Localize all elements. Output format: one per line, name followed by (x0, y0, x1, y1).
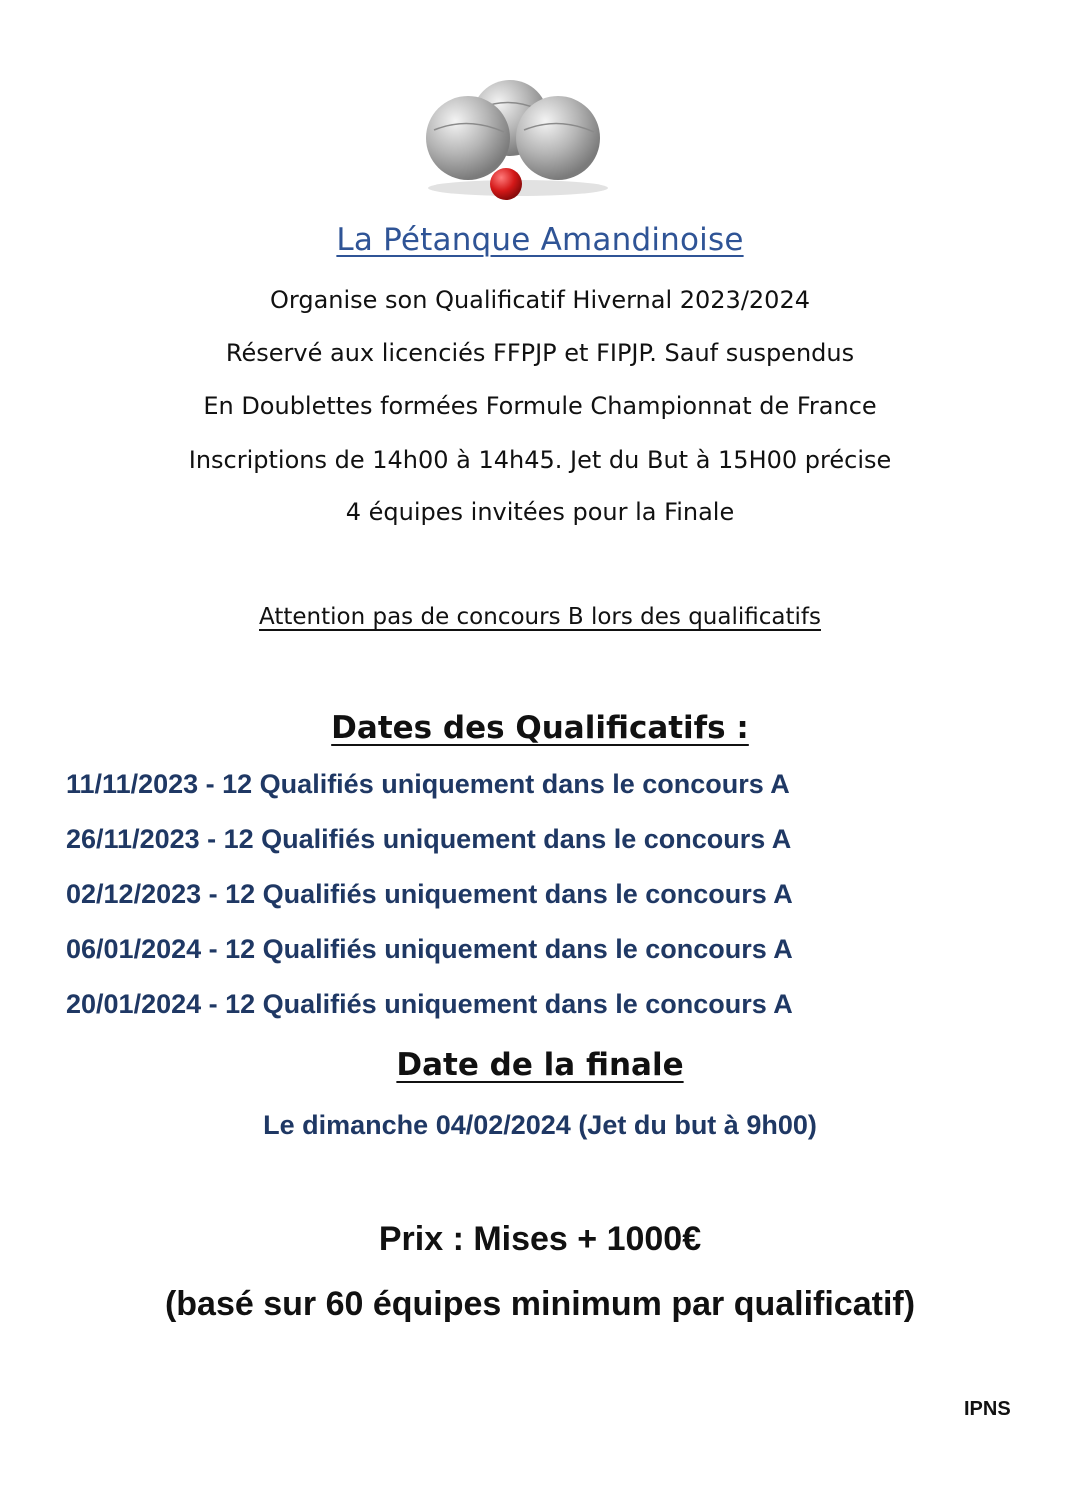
qualif-date-row: 02/12/2023 - 12 Qualifiés uniquement dans le concours A (66, 879, 793, 909)
club-title: La Pétanque Amandinoise (336, 222, 744, 258)
info-line-1: Organise son Qualificatif Hivernal 2023/2024 (270, 286, 810, 314)
qualif-date-row: 26/11/2023 - 12 Qualifiés uniquement dans le concours A (66, 824, 792, 854)
info-line-5: 4 équipes invitées pour la Finale (345, 498, 735, 526)
info-line-4: Inscriptions de 14h00 à 14h45. Jet du But à 15H00 précise (188, 446, 892, 474)
finale-title: Date de la finale (396, 1047, 684, 1083)
qualif-date-row: 11/11/2023 - 12 Qualifiés uniquement dans le concours A (66, 769, 790, 799)
info-line-2: Réservé aux licenciés FFPJP et FIPJP. Sauf suspendus (225, 339, 855, 367)
dates-title: Dates des Qualificatifs : (331, 710, 749, 746)
qualif-date-row: 06/01/2024 - 12 Qualifiés uniquement dans le concours A (66, 934, 793, 964)
petanque-boules-logo (420, 78, 620, 208)
info-line-3: En Doublettes formées Formule Championnat de France (203, 392, 877, 420)
qualif-date-row: 20/01/2024 - 12 Qualifiés uniquement dans le concours A (66, 989, 793, 1019)
ipns-footer: IPNS (964, 1398, 1011, 1420)
finale-date: Le dimanche 04/02/2024 (Jet du but à 9h00) (263, 1110, 817, 1140)
prize-note: (basé sur 60 équipes minimum par qualificatif) (164, 1285, 916, 1323)
attention-notice: Attention pas de concours B lors des qualificatifs (259, 604, 821, 630)
prize-text: Prix : Mises + 1000€ (378, 1220, 702, 1258)
